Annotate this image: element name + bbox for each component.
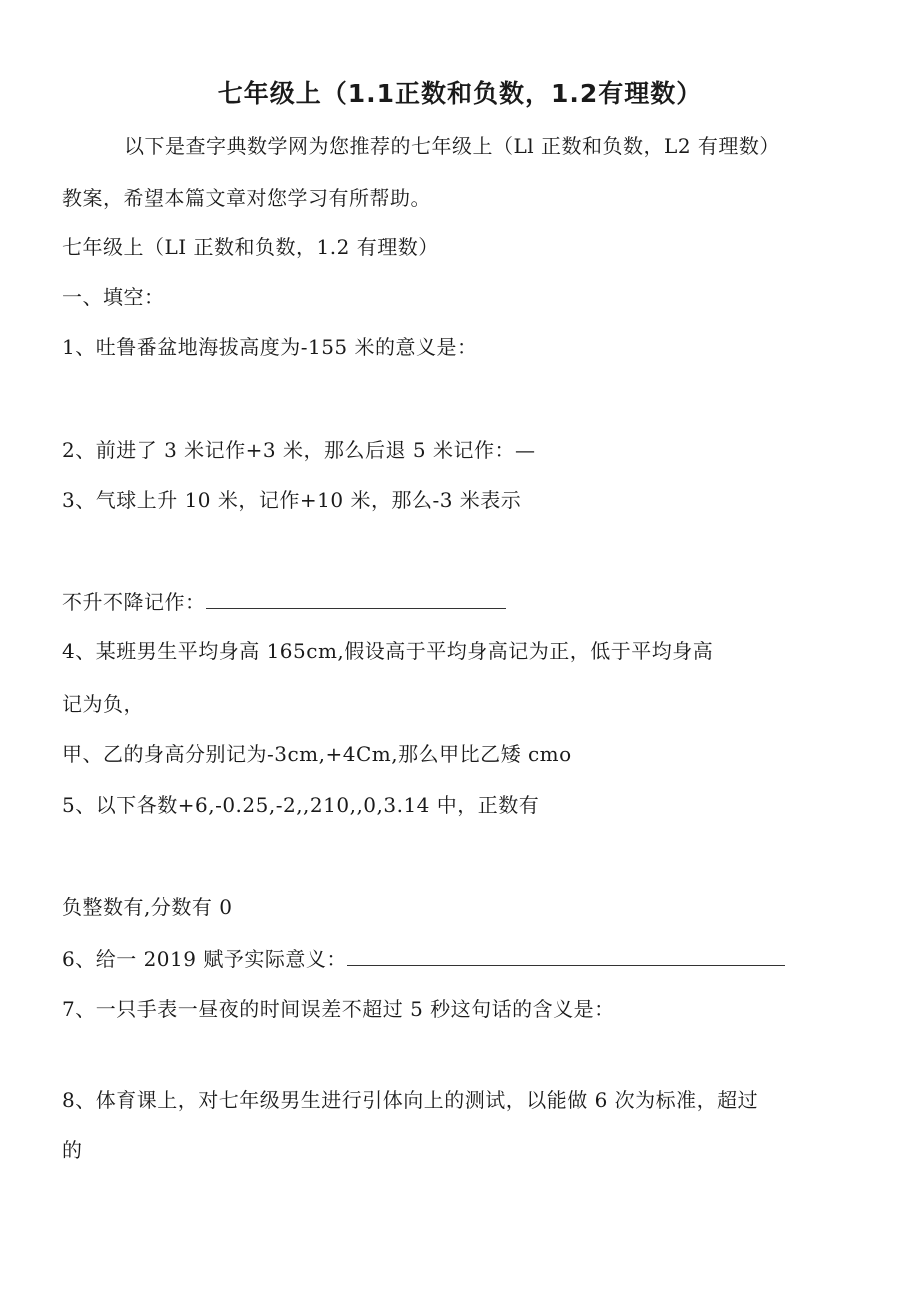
intro-paragraph-line-2: 教案，希望本篇文章对您学习有所帮助。 [62, 186, 431, 210]
section-heading: 一、填空： [62, 285, 165, 309]
question-1: 1、吐鲁番盆地海拔高度为-155 米的意义是： [62, 335, 478, 359]
question-8-line-2: 的 [62, 1138, 83, 1162]
question-7: 7、一只手表一昼夜的时间误差不超过 5 秒这句话的含义是： [62, 997, 615, 1021]
question-2: 2、前进了 3 米记作+3 米，那么后退 5 米记作：— [62, 438, 536, 462]
lesson-subtitle: 七年级上（LI 正数和负数，1.2 有理数） [62, 235, 439, 259]
question-5: 5、以下各数+6,-0.25,-2,,210,,0,3.14 中，正数有 [62, 793, 540, 817]
answer-blank[interactable] [347, 951, 785, 966]
intro-paragraph-line-1: 以下是查字典数学网为您推荐的七年级上（Ll 正数和负数，L2 有理数） [124, 134, 780, 158]
question-5-line-2: 负整数有,分数有 0 [62, 895, 233, 919]
question-6 [62, 943, 785, 972]
question-4: 4、某班男生平均身高 165cm,假设高于平均身高记为正，低于平均身高 [62, 639, 714, 663]
question-4-line-2: 记为负， [62, 692, 144, 716]
question-6-text: 6、给一 2019 赋予实际意义： [62, 947, 347, 971]
question-8: 8、体育课上，对七年级男生进行引体向上的测试，以能做 6 次为标准，超过 [62, 1088, 759, 1112]
question-3-continuation [62, 586, 506, 615]
question-4-line-3: 甲、乙的身高分别记为-3cm,+4Cm,那么甲比乙矮 cmo [62, 742, 572, 766]
question-3: 3、气球上升 10 米，记作+10 米，那么-3 米表示 [62, 488, 522, 512]
answer-blank[interactable] [206, 594, 506, 609]
document-title: 七年级上（1.1正数和负数，1.2有理数） [217, 79, 703, 108]
question-3-continuation-text: 不升不降记作： [62, 590, 206, 614]
